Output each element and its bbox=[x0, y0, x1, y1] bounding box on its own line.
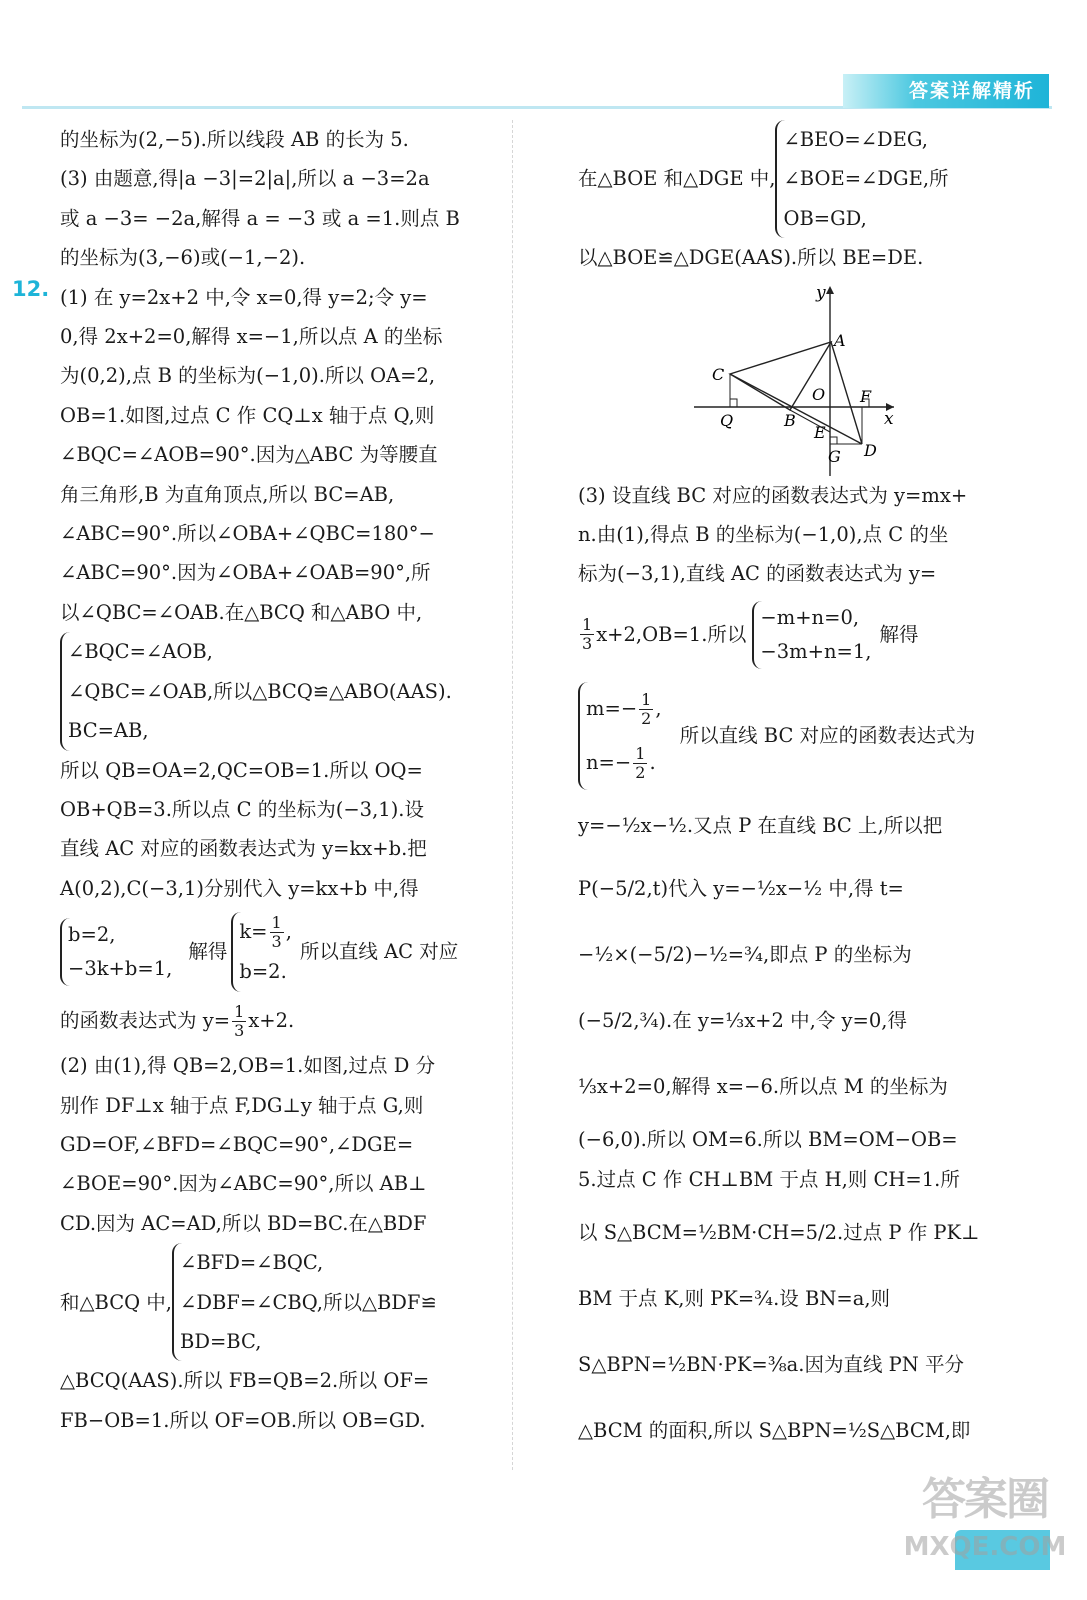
label-o: O bbox=[812, 384, 826, 404]
question-number: 12. bbox=[12, 277, 50, 301]
text-span: 解得 bbox=[188, 940, 228, 964]
text-line: OB+QB=3.所以点 C 的坐标为(−3,1).设 bbox=[60, 797, 424, 821]
text-line: OB=1.如图,过点 C 作 CQ⊥x 轴于点 Q,则 bbox=[60, 403, 435, 427]
text-line: ∠QBC=∠OAB,所以△BCQ≌△ABO(AAS). bbox=[68, 679, 452, 703]
text-span: 在△BOE 和△DGE 中, bbox=[578, 167, 776, 191]
column-divider bbox=[512, 120, 513, 1470]
text-line: BM 于点 K,则 PK=¾.设 BN=a,则 bbox=[578, 1286, 891, 1310]
watermark-logo: 答案圈 bbox=[922, 1474, 1048, 1525]
text-span: m=− bbox=[586, 696, 638, 720]
label-a: A bbox=[834, 330, 846, 350]
text-line: (2) 由(1),得 QB=2,OB=1.如图,过点 D 分 bbox=[60, 1054, 436, 1078]
label-e: E bbox=[814, 422, 826, 442]
text-line: (−5/2,¾).在 y=⅓x+2 中,令 y=0,得 bbox=[578, 1008, 907, 1032]
left-column bbox=[60, 120, 496, 1440]
text-line: 5.过点 C 作 CH⊥BM 于点 H,则 CH=1.所 bbox=[578, 1167, 960, 1191]
text-line: FB−OB=1.所以 OF=OB.所以 OB=GD. bbox=[60, 1408, 426, 1432]
numerator: 1 bbox=[582, 615, 593, 635]
text-span: 和△BCQ 中, bbox=[60, 1290, 172, 1314]
label-d: D bbox=[864, 440, 877, 460]
text-line: S△BPN=½BN·PK=⅜a.因为直线 PN 平分 bbox=[578, 1352, 965, 1376]
segment-ad bbox=[831, 342, 862, 444]
text-line: y=−½x−½.又点 P 在直线 BC 上,所以把 bbox=[578, 813, 943, 837]
text-line: 或 a −3= −2a,解得 a = −3 或 a =1.则点 B bbox=[60, 206, 460, 230]
numerator: 1 bbox=[641, 689, 652, 709]
text-line: A(0,2),C(−3,1)分别代入 y=kx+b 中,得 bbox=[60, 876, 419, 900]
equation-system bbox=[752, 601, 871, 669]
text-line: ∠ABC=90°.因为∠OBA+∠OAB=90°,所 bbox=[60, 561, 431, 585]
equation-row bbox=[60, 908, 496, 996]
numerator: 1 bbox=[271, 913, 282, 933]
text-line: 标为(−3,1),直线 AC 的函数表达式为 y= bbox=[578, 562, 937, 586]
label-q: Q bbox=[720, 410, 734, 430]
fraction bbox=[580, 616, 594, 653]
equation-system bbox=[172, 1243, 437, 1361]
text-line: ⅓x+2=0,解得 x=−6.所以点 M 的坐标为 bbox=[578, 1074, 948, 1098]
text-line: b=2. bbox=[239, 960, 287, 984]
text-line: 的坐标为(3,−6)或(−1,−2). bbox=[60, 246, 306, 270]
text-span: k= bbox=[239, 920, 268, 944]
label-y: y bbox=[816, 285, 826, 303]
text-line bbox=[239, 912, 292, 952]
text-line: −3m+n=1, bbox=[760, 639, 872, 663]
text-line: 0,得 2x+2=0,解得 x=−1,所以点 A 的坐标 bbox=[60, 325, 443, 349]
text-line: ∠BOE=∠DGE,所 bbox=[783, 167, 949, 191]
text-line: (3) 由题意,得|a −3|=2|a|,所以 a −3=2a bbox=[60, 167, 430, 191]
denominator: 2 bbox=[641, 708, 652, 728]
text-line: △BCM 的面积,所以 S△BPN=½S△BCM,即 bbox=[578, 1418, 971, 1442]
equation-row bbox=[578, 120, 1016, 238]
text-span: , bbox=[285, 920, 292, 944]
fraction bbox=[633, 745, 647, 782]
text-line: 以 S△BCM=½BM·CH=5/2.过点 P 作 PK⊥ bbox=[578, 1220, 980, 1244]
fraction bbox=[232, 1003, 246, 1040]
text-line: ∠ABC=90°.所以∠OBA+∠QBC=180°− bbox=[60, 522, 435, 546]
watermark bbox=[900, 1470, 1070, 1590]
text-line: △BCQ(AAS).所以 FB=QB=2.所以 OF= bbox=[60, 1369, 430, 1393]
denominator: 3 bbox=[271, 932, 282, 952]
equation-system bbox=[231, 912, 292, 992]
text-line bbox=[586, 736, 662, 790]
text-line: 为(0,2),点 B 的坐标为(−1,0).所以 OA=2, bbox=[60, 364, 436, 388]
equation-row bbox=[578, 594, 1016, 676]
text-line bbox=[586, 682, 662, 736]
denominator: 2 bbox=[635, 762, 646, 782]
text-span: 的函数表达式为 y= bbox=[60, 1009, 231, 1033]
text-line: b=2, bbox=[68, 923, 116, 947]
text-line: ∠BEO=∠DEG, bbox=[783, 128, 928, 151]
text-line: ∠DBF=∠CBQ,所以△BDF≌ bbox=[180, 1290, 437, 1314]
right-angle-q bbox=[730, 399, 737, 407]
y-arrow bbox=[826, 286, 834, 294]
text-line: n.由(1),得点 B 的坐标为(−1,0),点 C 的坐 bbox=[578, 523, 949, 547]
geometry-figure bbox=[694, 286, 894, 476]
text-line: −m+n=0, bbox=[760, 605, 860, 629]
text-line: (1) 在 y=2x+2 中,令 x=0,得 y=2;令 y= bbox=[60, 285, 428, 309]
label-g: G bbox=[828, 446, 841, 466]
text-line: 以∠QBC=∠OAB.在△BCQ 和△ABO 中, bbox=[60, 600, 423, 624]
text-span: , bbox=[655, 696, 662, 720]
figure-svg bbox=[694, 286, 894, 476]
label-f: F bbox=[860, 386, 872, 406]
denominator: 3 bbox=[234, 1021, 245, 1041]
text-span: x+2,OB=1.所以 bbox=[596, 623, 747, 647]
text-span: 所以直线 BC 对应的函数表达式为 bbox=[679, 724, 976, 748]
text-line bbox=[60, 996, 496, 1046]
equation-system bbox=[578, 682, 662, 790]
text-line: ∠BFD=∠BQC, bbox=[180, 1251, 324, 1275]
label-x: x bbox=[884, 408, 894, 429]
equation-system bbox=[60, 632, 496, 750]
text-line: 直线 AC 对应的函数表达式为 y=kx+b.把 bbox=[60, 837, 427, 861]
text-line: BC=AB, bbox=[68, 719, 149, 743]
text-line: 所以 QB=OA=2,QC=OB=1.所以 OQ= bbox=[60, 758, 423, 782]
text-line: 的坐标为(2,−5).所以线段 AB 的长为 5. bbox=[60, 128, 409, 151]
text-line: GD=OF,∠BFD=∠BQC=90°,∠DGE= bbox=[60, 1132, 414, 1156]
equation-row bbox=[60, 1243, 496, 1361]
segment-cd bbox=[730, 374, 862, 444]
text-line: (−6,0).所以 OM=6.所以 BM=OM−OB= bbox=[578, 1127, 958, 1151]
fraction bbox=[270, 914, 284, 951]
watermark-url: MXQE.COM bbox=[903, 1532, 1067, 1562]
text-line: −½×(−5/2)−½=¾,即点 P 的坐标为 bbox=[578, 942, 912, 966]
numerator: 1 bbox=[635, 743, 646, 763]
header-badge: 答案详解精析 bbox=[843, 74, 1049, 108]
text-line: P(−5/2,t)代入 y=−½x−½ 中,得 t= bbox=[578, 876, 904, 900]
text-line: BD=BC, bbox=[180, 1329, 262, 1353]
label-b: B bbox=[784, 410, 796, 430]
text-span: 所以直线 AC 对应 bbox=[299, 940, 459, 964]
equation-system bbox=[775, 120, 948, 238]
text-line: (3) 设直线 BC 对应的函数表达式为 y=mx+ bbox=[578, 483, 968, 507]
equation-system bbox=[60, 918, 172, 986]
right-angle-g bbox=[830, 437, 837, 444]
text-line: ∠BQC=∠AOB, bbox=[68, 640, 213, 664]
text-line: 角三角形,B 为直角顶点,所以 BC=AB, bbox=[60, 482, 395, 506]
numerator: 1 bbox=[234, 1002, 245, 1022]
text-line: −3k+b=1, bbox=[68, 957, 173, 981]
text-line: ∠BQC=∠AOB=90°.因为△ABC 为等腰直 bbox=[60, 443, 438, 467]
text-line: ∠BOE=90°.因为∠ABC=90°,所以 AB⊥ bbox=[60, 1172, 427, 1196]
text-span: x+2. bbox=[248, 1009, 295, 1033]
text-span: n=− bbox=[586, 750, 632, 774]
text-line: CD.因为 AC=AD,所以 BD=BC.在△BDF bbox=[60, 1211, 427, 1235]
equation-row bbox=[578, 676, 1016, 796]
text-line: OB=GD, bbox=[783, 206, 867, 230]
text-span: 解得 bbox=[879, 623, 919, 647]
fraction bbox=[639, 691, 653, 728]
right-column bbox=[578, 120, 1016, 1464]
denominator: 3 bbox=[582, 634, 593, 654]
text-line: 以△BOE≌△DGE(AAS).所以 BE=DE. bbox=[578, 246, 924, 270]
label-c: C bbox=[712, 364, 725, 384]
text-span: . bbox=[649, 750, 656, 774]
text-line: 别作 DF⊥x 轴于点 F,DG⊥y 轴于点 G,则 bbox=[60, 1093, 424, 1117]
